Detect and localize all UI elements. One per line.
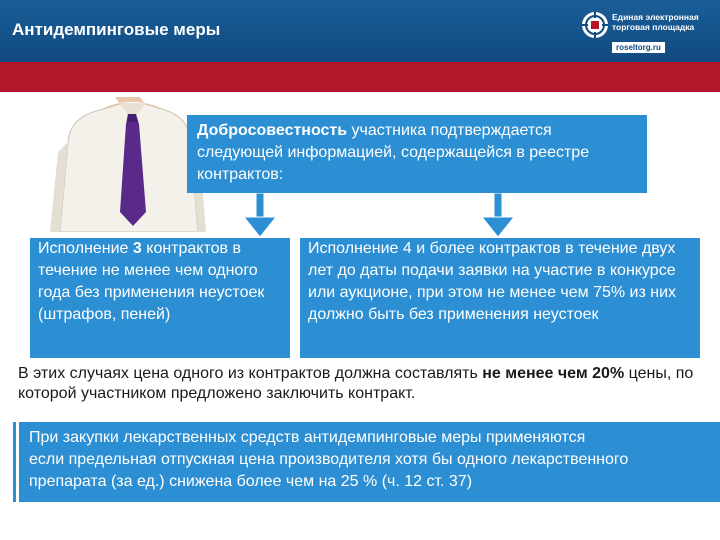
logo-text [612,12,699,32]
condition-three-contracts [30,238,290,358]
note-line3: препарата (за ед.) снижена более чем на 25 % (ч. 12 ст. 37) [29,473,473,490]
header-bar [0,0,720,62]
logo [580,6,710,58]
arrow-left-icon [240,193,280,237]
note-line1: При закупки лекарственных средств антидемпинговые меры применяются [29,429,586,446]
note-line2: если предельная отпускная цена производителя хотя бы одного лекарственного [29,451,629,468]
page-title: Антидемпинговые меры [12,20,221,39]
logo-line1: Единая электронная [612,12,699,22]
summary-bold: не менее чем 20% [482,365,625,382]
condition-four-contracts [300,238,700,358]
arrow-right-icon [478,193,518,237]
callout-bold: Добросовестность [197,122,348,139]
right-text: Исполнение 4 и более контрактов в течение двух лет до даты подачи заявки на участие в конкурсе или аукционе, при этом не менее чем 75% из них должно быть без применения неустоек [308,240,677,323]
left-post: контрактов в течение не менее чем одного года без применения неустоек (штрафов, пеней) [38,240,265,323]
logo-url: roseltorg.ru [612,42,665,53]
left-pre: Исполнение [38,240,133,257]
left-bold: 3 [132,240,142,257]
summary-text [18,364,708,404]
callout-text: участника подтверждается следующей информацией, содержащейся в реестре контрактов: [197,122,590,183]
logo-line2: торговая площадка [612,22,695,32]
summary-post: цены, по которой участником предложено заключить контракт. [18,365,694,402]
medicines-note-box [16,422,720,502]
summary-pre: В этих случаях цена одного из контрактов должна составлять [18,365,483,382]
roseltorg-logo-icon [580,10,610,40]
callout-box [187,115,647,193]
businessman-image [40,62,210,232]
